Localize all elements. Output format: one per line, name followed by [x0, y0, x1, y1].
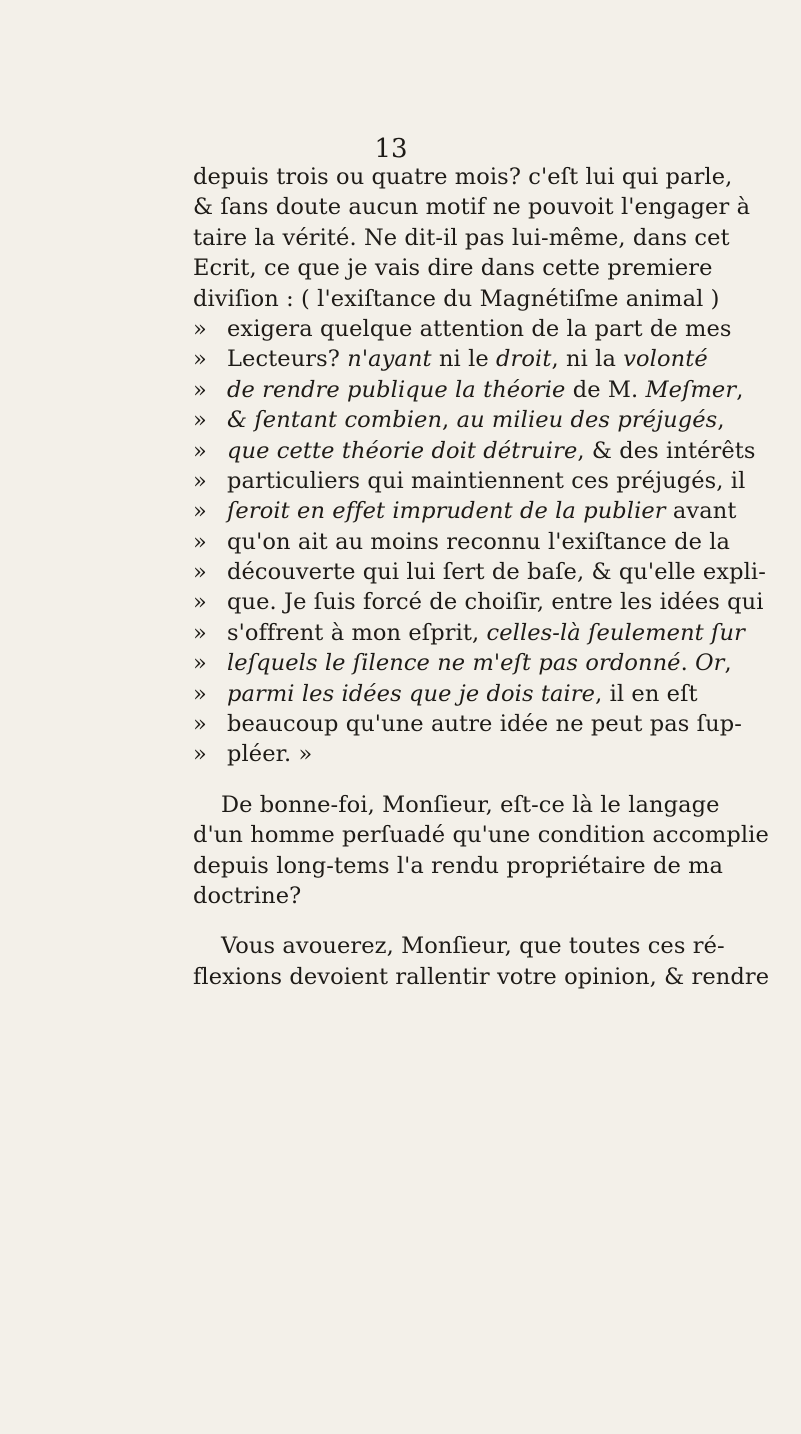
italic-segment: de rendre publique la théorie	[227, 376, 566, 403]
quote-mark: »	[193, 650, 207, 677]
text-segment: ,	[717, 407, 725, 434]
quoted-line	[193, 405, 753, 435]
italic-segment: droit	[496, 346, 552, 373]
page-number: 13	[374, 134, 408, 164]
paragraph-gap	[193, 911, 753, 931]
text-segment: ,	[736, 376, 744, 403]
quoted-line	[193, 466, 753, 496]
text-line: Ecrit, ce que je vais dire dans cette premiere	[193, 255, 713, 282]
quoted-line	[193, 618, 753, 648]
paragraph-continuation	[193, 162, 766, 770]
quote-mark: »	[193, 467, 207, 494]
quoted-line	[193, 314, 753, 344]
quote-mark: »	[193, 711, 207, 738]
text-segment: pléer. »	[227, 741, 313, 768]
quoted-line	[193, 648, 753, 678]
quote-mark: »	[193, 315, 207, 342]
text-segment: qu'on ait au moins reconnu l'exiſtance de la	[227, 528, 731, 555]
text-segment: avant	[665, 498, 737, 525]
text-segment: ,	[724, 650, 732, 677]
text-segment: , il en eſt	[595, 680, 698, 707]
quoted-line	[193, 587, 764, 617]
text-segment: .	[680, 650, 696, 677]
quoted-line	[193, 527, 753, 557]
paragraph-gap	[193, 770, 753, 790]
italic-segment: ſeroit en effet imprudent de la publier	[227, 498, 666, 525]
text-segment: , & des intérêts	[577, 437, 756, 464]
text-line: flexions devoient rallentir votre opinion, & rendre	[193, 963, 770, 990]
text-segment: découverte qui lui ſert de baſe, & qu'elle expli-	[227, 559, 766, 586]
text-segment: Lecteurs?	[227, 346, 348, 373]
text-line: diviſion : ( l'exiſtance du Magnétiſme animal )	[193, 285, 720, 312]
quoted-line	[193, 679, 753, 709]
quote-mark: »	[193, 559, 207, 586]
italic-segment: Meſmer	[645, 376, 737, 403]
paragraph-bonne-foi	[193, 790, 769, 912]
text-line: Vous avouerez, Monſieur, que toutes ces ré-	[221, 933, 725, 960]
text-line: De bonne-foi, Monſieur, eſt-ce là le langage	[221, 791, 720, 818]
quote-mark: »	[193, 376, 207, 403]
quoted-line	[193, 375, 753, 405]
quote-mark: »	[193, 680, 207, 707]
quote-mark: »	[193, 528, 207, 555]
italic-segment: n'ayant	[347, 346, 432, 373]
text-line: & ſans doute aucun motif ne pouvoit l'engager à	[193, 194, 751, 221]
quoted-line	[193, 709, 753, 739]
text-segment: ,	[442, 407, 457, 434]
italic-segment: que cette théorie doit détruire	[227, 437, 578, 464]
quote-mark: »	[193, 437, 207, 464]
quote-mark: »	[193, 346, 207, 373]
quote-mark: »	[193, 741, 207, 768]
text-segment: s'offrent à mon eſprit,	[227, 619, 487, 646]
text-segment: beaucoup qu'une autre idée ne peut pas ſup-	[227, 711, 742, 738]
quote-mark: »	[193, 619, 207, 646]
text-line: d'un homme perſuadé qu'une condition accomplie	[193, 822, 769, 849]
text-segment: ni le	[431, 346, 497, 373]
text-segment: particuliers qui maintiennent ces préjugés, il	[227, 467, 746, 494]
text-line: depuis long-tems l'a rendu propriétaire de ma	[193, 852, 724, 879]
italic-segment: celles-là ſeulement ſur	[486, 619, 745, 646]
italic-segment: Or	[695, 650, 725, 677]
quote-mark: »	[193, 589, 207, 616]
quoted-line	[193, 344, 753, 374]
italic-segment: volonté	[623, 346, 708, 373]
paragraph-vous-avouerez	[193, 931, 770, 992]
text-segment: exigera quelque attention de la part de mes	[227, 315, 732, 342]
text-line: doctrine?	[193, 882, 302, 909]
italic-segment: parmi les idées que je dois taire	[227, 680, 596, 707]
quote-mark: »	[193, 498, 207, 525]
italic-segment: & ſentant combien	[227, 407, 443, 434]
italic-segment: leſquels le ſilence ne m'eſt pas ordonné	[227, 650, 681, 677]
page-text	[193, 162, 770, 992]
quoted-line	[193, 739, 753, 769]
text-segment: , ni la	[551, 346, 624, 373]
text-segment: de M.	[565, 376, 646, 403]
quoted-line	[193, 557, 766, 587]
text-line: taire la vérité. Ne dit-il pas lui-même, dans cet	[193, 224, 730, 251]
text-line: depuis trois ou quatre mois? c'eſt lui qui parle,	[193, 164, 733, 190]
quote-mark: »	[193, 407, 207, 434]
text-segment: que. Je ſuis forcé de choiſir, entre les idées qui	[227, 589, 764, 616]
italic-segment: au milieu des préjugés	[456, 407, 718, 434]
quoted-line	[193, 496, 753, 526]
quoted-line	[193, 436, 756, 466]
